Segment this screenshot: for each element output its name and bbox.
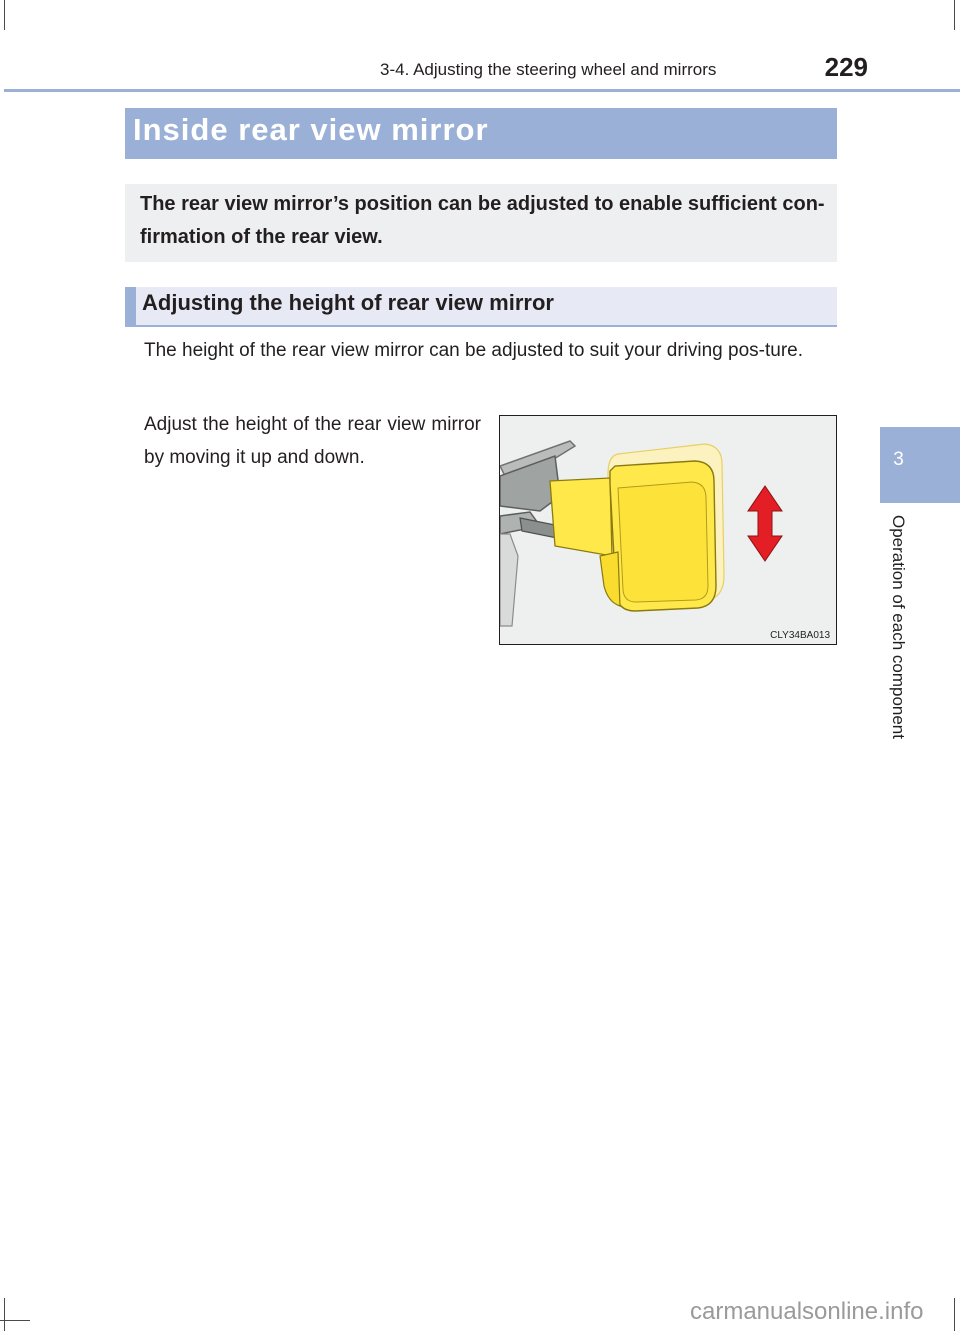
mirror-illustration: [499, 415, 837, 645]
intro-text: The rear view mirror’s position can be adjusted to enable sufficient con-firmation of the rear view.: [140, 193, 825, 248]
watermark: carmanualsonline.info: [690, 1298, 924, 1325]
page-number: 229: [824, 52, 868, 82]
crop-mark: [954, 0, 955, 30]
crop-mark: [4, 0, 5, 30]
crop-mark: [0, 1320, 30, 1321]
sub-heading-text: Adjusting the height of rear view mirror: [142, 290, 554, 315]
chapter-label: Operation of each component: [889, 515, 908, 739]
crop-mark: [4, 1298, 5, 1331]
body-paragraph-instruction: Adjust the height of the rear view mirror by moving it up and down.: [144, 414, 481, 468]
header-divider: [4, 89, 960, 92]
body-paragraph: The height of the rear view mirror can be adjusted to suit your driving pos-ture.: [144, 340, 803, 361]
running-header: 3-4. Adjusting the steering wheel and mirrors: [380, 60, 717, 79]
sub-heading: [125, 287, 837, 327]
figure-code: CLY34BA013: [770, 630, 830, 641]
mirror-drawing: [500, 416, 837, 645]
section-banner: [125, 108, 837, 159]
intro-box: [125, 184, 837, 262]
section-title: Inside rear view mirror: [133, 112, 489, 147]
chapter-number: 3: [893, 449, 904, 470]
crop-mark: [954, 1298, 955, 1331]
up-down-arrow-icon: [748, 486, 782, 561]
chapter-tab: [880, 427, 960, 503]
